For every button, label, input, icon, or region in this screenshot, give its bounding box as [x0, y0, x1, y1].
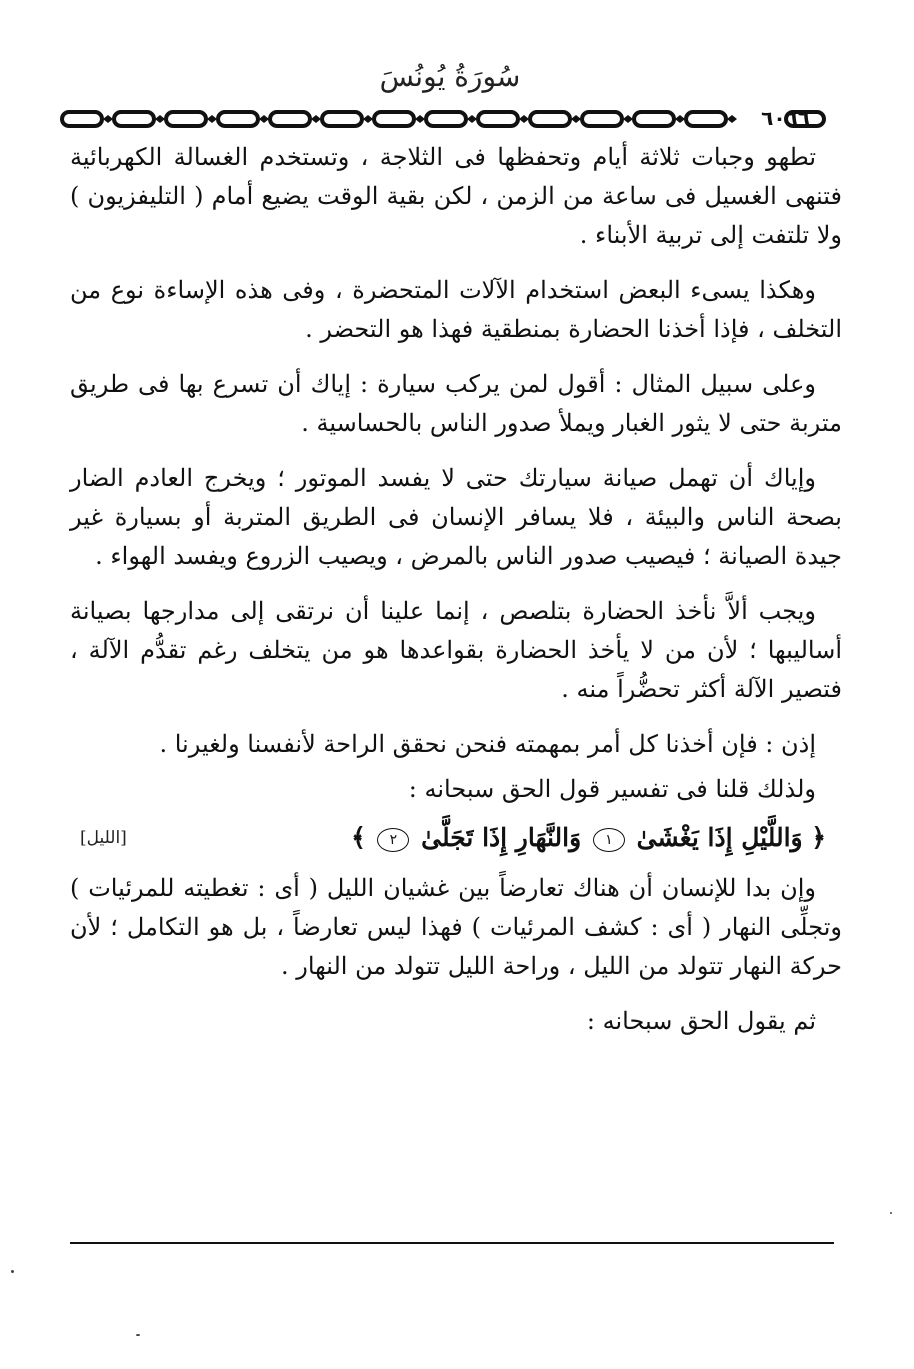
- paragraph-4: وإياك أن تهمل صيانة سيارتك حتى لا يفسد الموتور ؛ ويخرج العادم الضار بصحة الناس والبيئة ، فلا يسافر الإنسان فى الطريق المتربة أو بسيارة غير جيدة الصيانة ؛ فيصيب صدور الناس بالمرض ، ويصيب الزروع ويفسد الهواء .: [70, 464, 842, 570]
- paragraph-5: ويجب ألاَّ نأخذ الحضارة بتلصص ، إنما علينا أن نرتقى إلى مدارجها بصيانة أساليبها ؛ لأن من لا يأخذ الحضارة بقواعدها هو من يتخلف رغم تقدُّم الآلة ، فتصير الآلة أكثر تحضُّراً منه .: [70, 597, 842, 703]
- decorative-border-ornament: [58, 106, 828, 132]
- surah-title: سُورَةُ يُونُسَ: [379, 60, 521, 93]
- ayah-number-2: ٢: [377, 828, 409, 852]
- paragraph-2: وهكذا يسىء البعض استخدام الآلات المتحضرة ، وفى هذه الإساءة نوع من التخلف ، فإذا أخذنا الحضارة بمنطقية فهذا هو التحضر .: [70, 276, 842, 343]
- paragraph-9: ثم يقول الحق سبحانه :: [586, 1007, 816, 1035]
- verse-part-1: وَاللَّيْلِ إِذَا يَغْشَىٰ: [636, 823, 803, 852]
- scan-speck: [136, 1334, 140, 1336]
- quran-verse: [351, 815, 826, 861]
- page-body: [70, 138, 842, 1057]
- quran-verse-line: [70, 815, 842, 861]
- page-number: ٦٠٦٦: [761, 106, 810, 130]
- scan-speck: [890, 1212, 892, 1214]
- paragraph-1: تطهو وجبات ثلاثة أيام وتحفظها فى الثلاجة ، وتستخدم الغسالة الكهربائية فتنهى الغسيل فى ساعة من الزمن ، لكن بقية الوقت يضيع أمام ( التليفزيون ) ولا تلتفت إلى تربية الأبناء .: [70, 143, 842, 249]
- verse-part-2: وَالنَّهَارِ إِذَا تَجَلَّىٰ: [421, 823, 582, 852]
- verse-open-bracket: ﴿: [811, 823, 826, 852]
- footer-rule: [70, 1242, 834, 1244]
- paragraph-7: ولذلك قلنا فى تفسير قول الحق سبحانه :: [408, 775, 816, 803]
- ayah-number-1: ١: [593, 828, 625, 852]
- verse-reference: [الليل]: [80, 828, 127, 848]
- verse-close-bracket: ﴾: [351, 823, 366, 852]
- paragraph-8: وإن بدا للإنسان أن هناك تعارضاً بين غشيان الليل ( أى : تغطيته للمرئيات ) وتجلِّى النهار ( أى : كشف المرئيات ) فهذا ليس تعارضاً ، بل هو التكامل ؛ لأن حركة النهار تتولد من الليل ، وراحة الليل تتولد من النهار .: [70, 874, 842, 980]
- paragraph-3: وعلى سبيل المثال : أقول لمن يركب سيارة : إياك أن تسرع بها فى طريق متربة حتى لا يثور الغبار ويملأ صدور الناس بالحساسية .: [70, 370, 842, 437]
- paragraph-6: إذن : فإن أخذنا كل أمر بمهمته فنحن نحقق الراحة لأنفسنا ولغيرنا .: [159, 730, 816, 758]
- scan-speck: [11, 1270, 14, 1273]
